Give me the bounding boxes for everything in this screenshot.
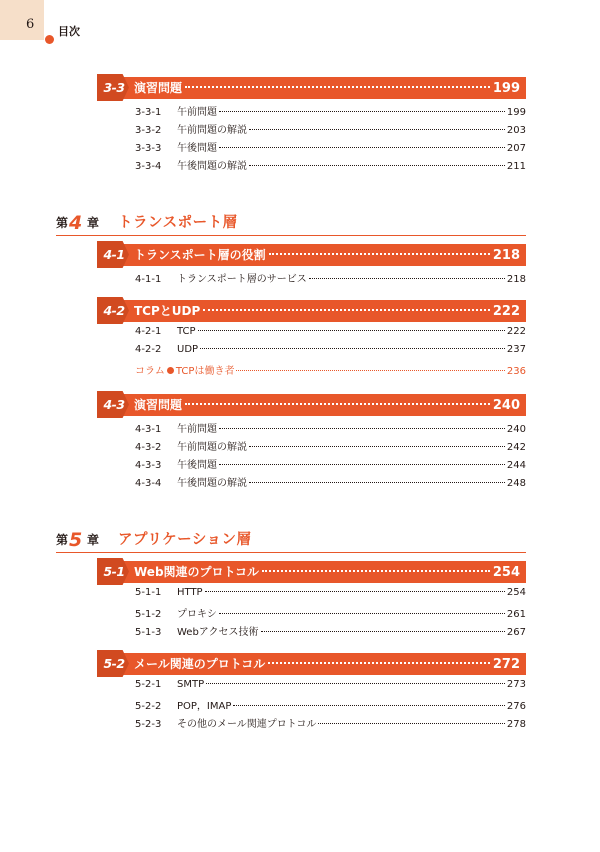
entry-page: 240 [506, 424, 526, 435]
toc-entry-3-3-1[interactable] [135, 103, 526, 119]
entry-title: 午後問題 [177, 460, 217, 471]
leader-dots [269, 253, 490, 255]
section-page: 199 [492, 81, 520, 96]
entry-title: 午後問題の解説 [177, 478, 247, 489]
toc-entry-4-3-4[interactable] [135, 474, 526, 490]
entry-number: 4-3-1 [135, 424, 162, 435]
section-header-5-2[interactable] [100, 653, 526, 675]
entry-title: 午前問題の解説 [177, 442, 247, 453]
entry-number: 5-1-1 [135, 587, 162, 598]
entry-title: トランスポート層のサービス [177, 274, 307, 285]
entry-number: 4-3-4 [135, 478, 162, 489]
entry-page: 237 [506, 344, 526, 355]
section-title: トランスポート層の役割 [134, 248, 266, 262]
column-page: 236 [506, 366, 526, 377]
chapter-prefix: 第 [56, 216, 69, 230]
entry-page: 199 [506, 107, 526, 118]
section-page: 254 [492, 565, 520, 580]
entry-number: 3-3-4 [135, 161, 162, 172]
column-bullet-icon [167, 367, 174, 374]
section-page: 240 [492, 398, 520, 413]
entry-page: 278 [506, 719, 526, 730]
chapter-number: 5 [69, 529, 83, 551]
section-page: 218 [492, 248, 520, 263]
toc-entry-5-1-2[interactable] [135, 605, 526, 621]
entry-title: HTTP [177, 587, 203, 598]
toc-entry-4-2-2[interactable] [135, 344, 526, 360]
entry-page: 261 [506, 609, 526, 620]
column-title: TCPは働き者 [175, 366, 235, 377]
toc-entry-5-2-3[interactable] [135, 715, 526, 731]
page-number: 6 [26, 17, 35, 32]
chapter-prefix: 第 [56, 533, 69, 547]
leader-dots [185, 86, 490, 88]
section-title: TCPとUDP [134, 304, 201, 318]
chapter-title: トランスポート層 [118, 215, 238, 231]
toc-entry-3-3-4[interactable] [135, 157, 526, 173]
entry-page: 244 [506, 460, 526, 471]
chapter-suffix: 章 [87, 533, 100, 547]
entry-number: 4-1-1 [135, 274, 162, 285]
entry-title: SMTP [177, 679, 205, 690]
page-number-tab [0, 0, 44, 40]
entry-number: 5-2-3 [135, 719, 162, 730]
toc-entry-4-2-1[interactable] [135, 326, 526, 342]
chapter-number: 4 [69, 212, 83, 234]
leader-dots [185, 403, 490, 405]
toc-entry-3-3-2[interactable] [135, 121, 526, 137]
entry-title: 午前問題 [177, 107, 217, 118]
section-number: 4-1 [103, 247, 125, 262]
entry-number: 4-3-3 [135, 460, 162, 471]
section-header-4-2[interactable] [100, 300, 526, 322]
leader-dots [236, 370, 504, 371]
leader-dots [219, 147, 505, 148]
entry-number: 5-2-2 [135, 701, 162, 712]
leader-dots [206, 683, 505, 684]
section-number: 4-3 [103, 397, 125, 412]
chapter-heading-5[interactable] [56, 527, 526, 553]
entry-number: 4-2-1 [135, 326, 162, 337]
section-title: Web関連のプロトコル [134, 565, 260, 579]
toc-entry-5-2-1[interactable] [135, 679, 526, 695]
leader-dots [261, 631, 505, 632]
chapter-title: アプリケーション層 [118, 532, 252, 548]
entry-page: 207 [506, 143, 526, 154]
entry-title: POP，IMAP [177, 701, 232, 712]
toc-entry-4-1-1[interactable] [135, 270, 526, 286]
entry-number: 3-3-2 [135, 125, 162, 136]
section-number: 5-1 [103, 564, 125, 579]
leader-dots [233, 705, 505, 706]
chapter-heading-4[interactable] [56, 210, 526, 236]
entry-number: 5-1-2 [135, 609, 162, 620]
leader-dots [318, 723, 505, 724]
section-number: 4-2 [103, 303, 125, 318]
section-title: 演習問題 [134, 81, 183, 95]
entry-title: 午前問題 [177, 424, 217, 435]
entry-title: TCP [177, 326, 196, 337]
leader-dots [219, 428, 505, 429]
column-label: コラム [135, 366, 165, 377]
entry-number: 4-3-2 [135, 442, 162, 453]
leader-dots [268, 662, 490, 664]
bullet-dot-icon [45, 35, 54, 44]
section-page: 222 [492, 304, 520, 319]
leader-dots [249, 129, 505, 130]
toc-entry-5-2-2[interactable] [135, 697, 526, 713]
entry-number: 3-3-3 [135, 143, 162, 154]
entry-page: 222 [506, 326, 526, 337]
entry-title: 午後問題の解説 [177, 161, 247, 172]
entry-title: Webアクセス技術 [177, 627, 259, 638]
leader-dots [219, 613, 505, 614]
entry-page: 254 [506, 587, 526, 598]
entry-title: UDP [177, 344, 199, 355]
entry-number: 3-3-1 [135, 107, 162, 118]
entry-page: 203 [506, 125, 526, 136]
leader-dots [219, 464, 505, 465]
entry-page: 273 [506, 679, 526, 690]
section-header-4-1[interactable] [100, 244, 526, 266]
entry-title: 午前問題の解説 [177, 125, 247, 136]
running-title: 目次 [58, 25, 80, 38]
entry-page: 276 [506, 701, 526, 712]
toc-entry-4-3-3[interactable] [135, 456, 526, 472]
section-header-4-3[interactable] [100, 394, 526, 416]
section-title: 演習問題 [134, 398, 183, 412]
entry-number: 4-2-2 [135, 344, 162, 355]
toc-entry-3-3-3[interactable] [135, 139, 526, 155]
entry-title: プロキシ [177, 609, 217, 620]
section-number: 3-3 [103, 80, 125, 95]
toc-entry-4-3-1[interactable] [135, 420, 526, 436]
section-header-3-3[interactable] [100, 77, 526, 99]
leader-dots [249, 165, 505, 166]
toc-column-entry[interactable] [135, 362, 526, 378]
leader-dots [309, 278, 505, 279]
entry-page: 242 [506, 442, 526, 453]
entry-number: 5-1-3 [135, 627, 162, 638]
leader-dots [249, 446, 505, 447]
entry-page: 248 [506, 478, 526, 489]
leader-dots [200, 348, 505, 349]
section-title: メール関連のプロトコル [134, 657, 266, 671]
leader-dots [219, 111, 505, 112]
section-number: 5-2 [103, 656, 125, 671]
entry-page: 211 [506, 161, 526, 172]
leader-dots [205, 591, 505, 592]
entry-page: 218 [506, 274, 526, 285]
leader-dots [203, 309, 490, 311]
leader-dots [262, 570, 490, 572]
toc-entry-5-1-3[interactable] [135, 623, 526, 639]
chapter-suffix: 章 [87, 216, 100, 230]
section-header-5-1[interactable] [100, 561, 526, 583]
toc-entry-4-3-2[interactable] [135, 438, 526, 454]
section-page: 272 [492, 657, 520, 672]
toc-entry-5-1-1[interactable] [135, 587, 526, 603]
entry-title: その他のメール関連プロトコル [177, 719, 317, 730]
entry-title: 午後問題 [177, 143, 217, 154]
leader-dots [198, 330, 505, 331]
entry-page: 267 [506, 627, 526, 638]
leader-dots [249, 482, 505, 483]
entry-number: 5-2-1 [135, 679, 162, 690]
